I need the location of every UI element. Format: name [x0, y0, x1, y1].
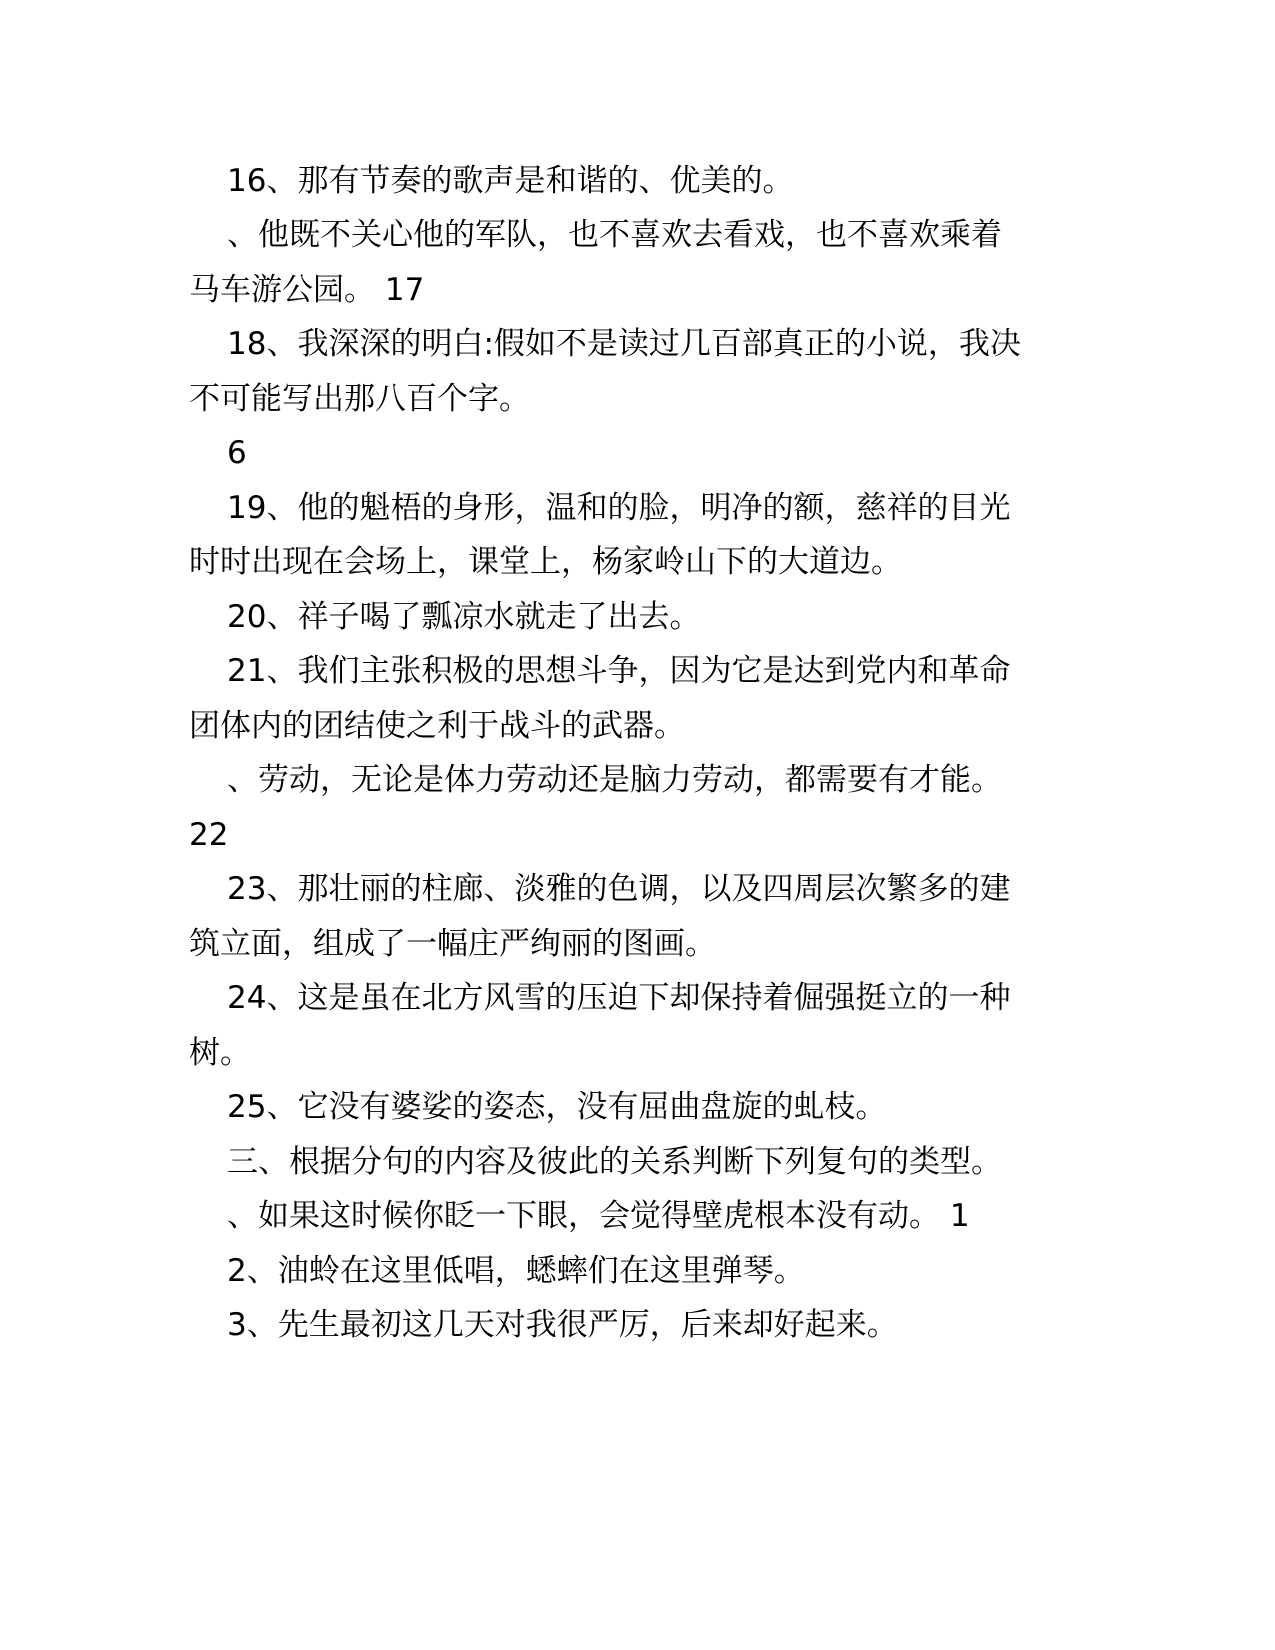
text-line: 不可能写出那八百个字。: [189, 381, 530, 417]
text-line: 马车游公园。 17: [189, 272, 425, 308]
text-line: 24、这是虽在北方风雪的压迫下却保持着倔强挺立的一种: [227, 980, 1011, 1016]
text-line: 团体内的团结使之利于战斗的武器。: [189, 708, 685, 744]
text-line: 18、我深深的明白:假如不是读过几百部真正的小说，我决: [227, 326, 1021, 362]
text-line: 20、祥子喝了瓢凉水就走了出去。: [227, 599, 701, 635]
text-line: 25、它没有婆娑的姿态，没有屈曲盘旋的虬枝。: [227, 1089, 887, 1125]
text-line: 6: [227, 435, 247, 471]
text-line: 、劳动，无论是体力劳动还是脑力劳动，都需要有才能。: [227, 762, 1002, 798]
text-line: 23、那壮丽的柱廊、淡雅的色调，以及四周层次繁多的建: [227, 871, 1011, 907]
text-line: 筑立面，组成了一幅庄严绚丽的图画。: [189, 926, 716, 962]
text-line: 3、先生最初这几天对我很严厉，后来却好起来。: [227, 1307, 898, 1343]
text-line: 22: [189, 817, 229, 853]
text-line: 时时出现在会场上，课堂上，杨家岭山下的大道边。: [189, 544, 902, 580]
text-line: 、如果这时候你眨一下眼，会觉得壁虎根本没有动。 1: [227, 1198, 970, 1234]
text-line: 、他既不关心他的军队，也不喜欢去看戏，也不喜欢乘着: [227, 217, 1002, 253]
text-line: 16、那有节奏的歌声是和谐的、优美的。: [227, 163, 794, 199]
text-line: 19、他的魁梧的身形，温和的脸，明净的额，慈祥的目光: [227, 490, 1011, 526]
text-line: 21、我们主张积极的思想斗争，因为它是达到党内和革命: [227, 653, 1011, 689]
text-line: 2、油蛉在这里低唱，蟋蟀们在这里弹琴。: [227, 1253, 805, 1289]
text-line: 树。: [189, 1035, 251, 1071]
text-line: 三、根据分句的内容及彼此的关系判断下列复句的类型。: [227, 1144, 1002, 1180]
